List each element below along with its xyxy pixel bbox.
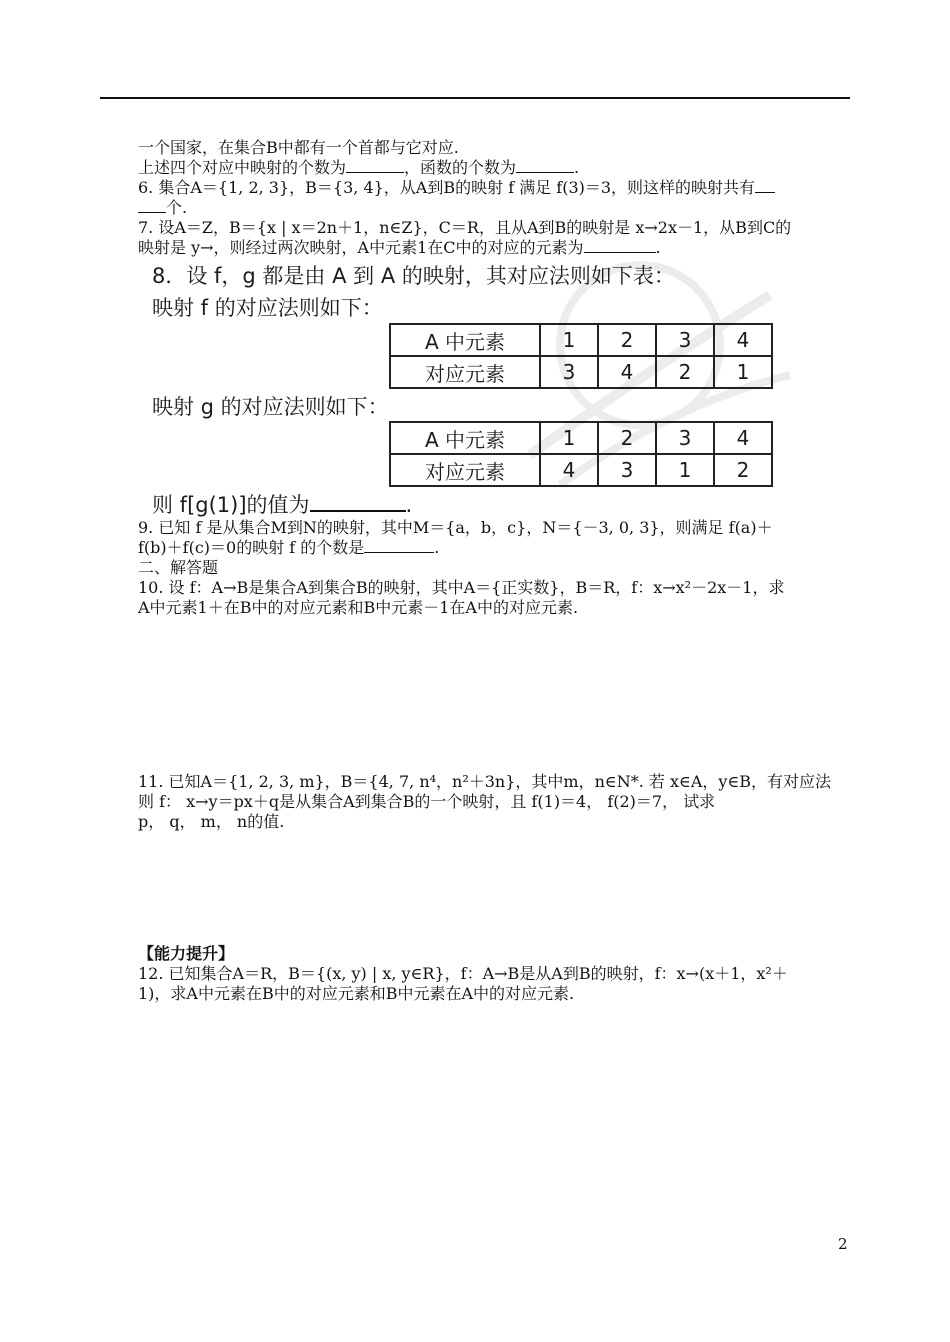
table-cell: 4	[598, 356, 656, 388]
question-12-line-1: 12. 已知集合A＝R，B＝{(x, y) | x, y∈R}，f：A→B是从A到B的映射，f：x→(x＋1，x²＋	[138, 964, 788, 983]
section-heading: 二、解答题	[138, 558, 219, 577]
question-10-line-2: A中元素1＋在B中的对应元素和B中元素－1在A中的对应元素.	[138, 598, 579, 617]
table-row	[390, 454, 772, 486]
table-cell: 3	[656, 324, 714, 356]
text-line-2: 上述四个对应中映射的个数为 ，函数的个数为 .	[138, 158, 580, 177]
table-cell: 3	[540, 356, 598, 388]
answer-blank	[138, 198, 166, 213]
answer-blank	[346, 158, 404, 173]
text-line-1: 一个国家，在集合B中都有一个首都与它对应.	[138, 138, 459, 157]
row-label: 对应元素	[390, 356, 540, 388]
answer-blank	[310, 490, 406, 512]
table-cell: 4	[714, 422, 772, 454]
table-cell: 3	[598, 454, 656, 486]
table-cell: 2	[714, 454, 772, 486]
table-cell: 3	[656, 422, 714, 454]
table-cell: 1	[540, 422, 598, 454]
answer-blank	[364, 538, 434, 553]
question-11-line-3: p， q， m， n的值.	[138, 812, 285, 831]
table-cell: 2	[656, 356, 714, 388]
question-8-title: 8．设 f，g 都是由 A 到 A 的映射，其对应法则如下表：	[152, 264, 675, 288]
mapping-g-table	[389, 421, 773, 487]
table-cell: 1	[656, 454, 714, 486]
question-6-line-1: 6. 集合A＝{1, 2, 3}，B＝{3, 4}，从A到B的映射 f 满足 f(3)＝3，则这样的映射共有	[138, 178, 853, 198]
question-9-line-1: 9. 已知 f 是从集合M到N的映射，其中M＝{a，b，c}，N＝{－3, 0, 3}，则满足 f(a)＋	[138, 518, 773, 537]
ability-heading: 【能力提升】	[138, 944, 235, 963]
row-label: A 中元素	[390, 422, 540, 454]
table-row	[390, 324, 772, 356]
question-7-line-1: 7. 设A＝Z，B＝{x | x＝2n＋1，n∈Z}，C＝R，且从A到B的映射是 x→2x－1，从B到C的	[138, 218, 792, 237]
table-cell: 4	[540, 454, 598, 486]
answer-blank	[584, 238, 656, 253]
page-number: 2	[838, 1235, 848, 1253]
question-6-line-2: 个.	[138, 198, 853, 218]
mapping-g-caption: 映射 g 的对应法则如下：	[152, 395, 389, 419]
answer-blank	[755, 178, 775, 193]
question-12-line-2: 1)，求A中元素在B中的对应元素和B中元素在A中的对应元素.	[138, 984, 575, 1003]
row-label: 对应元素	[390, 454, 540, 486]
table-row	[390, 356, 772, 388]
row-label: A 中元素	[390, 324, 540, 356]
question-9-line-2: f(b)＋f(c)＝0的映射 f 的个数是 .	[138, 538, 440, 557]
mapping-f-caption: 映射 f 的对应法则如下：	[152, 296, 383, 320]
table-cell: 1	[540, 324, 598, 356]
question-7-line-2: 映射是 y→，则经过两次映射，A中元素1在C中的对应的元素为 .	[138, 238, 661, 257]
table-cell: 2	[598, 324, 656, 356]
question-11-line-2: 则 f： x→y＝px＋q是从集合A到集合B的一个映射，且 f(1)＝4， f(2)＝7， 试求	[138, 792, 716, 811]
header-rule	[100, 97, 850, 99]
question-8-prompt: 则 f[g(1)]的值为 .	[152, 490, 412, 518]
table-cell: 1	[714, 356, 772, 388]
question-11-line-1: 11. 已知A＝{1, 2, 3, m}，B＝{4, 7, n⁴，n²＋3n}，其中m，n∈N*. 若 x∈A，y∈B，有对应法	[138, 772, 832, 791]
answer-blank	[516, 158, 574, 173]
table-cell: 2	[598, 422, 656, 454]
table-cell: 4	[714, 324, 772, 356]
mapping-f-table	[389, 323, 773, 389]
table-row	[390, 422, 772, 454]
question-10-line-1: 10. 设 f：A→B是集合A到集合B的映射，其中A＝{正实数}，B＝R，f：x→x²－2x－1，求	[138, 578, 785, 597]
